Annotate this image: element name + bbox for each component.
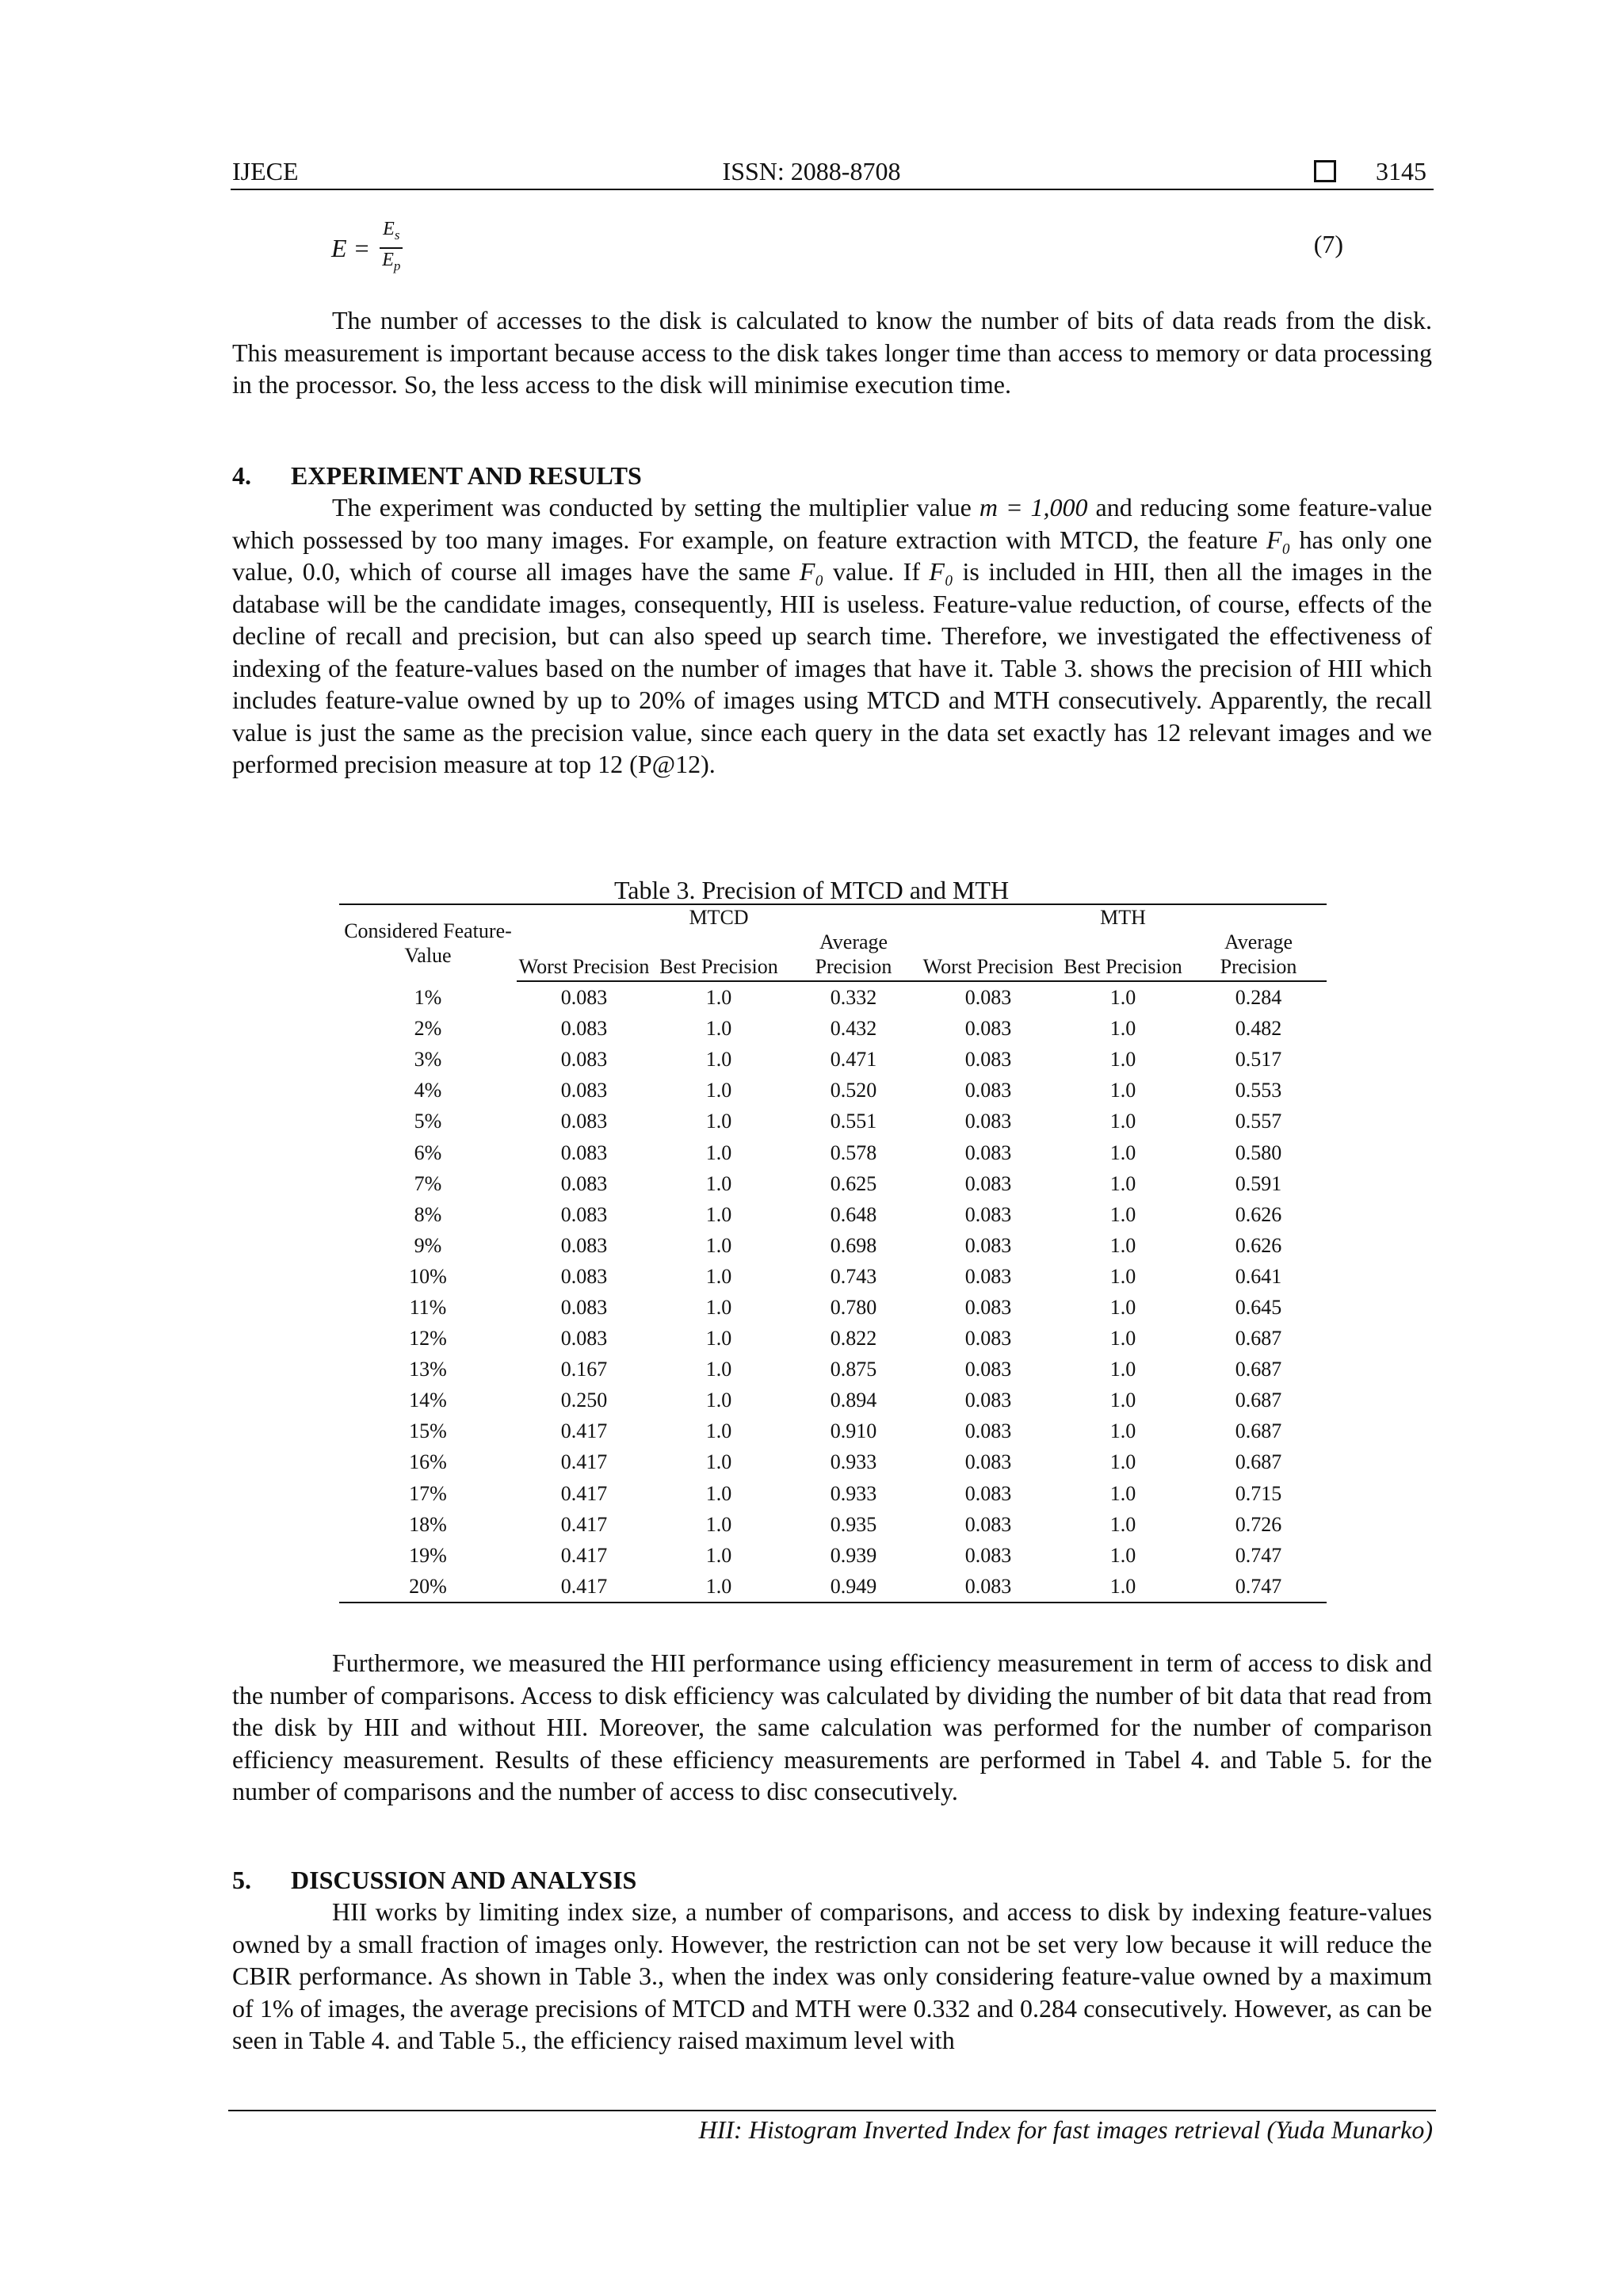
- table-cell: 10%: [409, 1264, 447, 1288]
- table-cell: 0.083: [964, 1202, 1012, 1226]
- table-cell: 0.417: [560, 1481, 608, 1505]
- table-cell: 1.0: [1109, 1450, 1136, 1474]
- table-cell: 5%: [414, 1110, 442, 1133]
- table-cell: 0.083: [560, 1048, 608, 1072]
- table-cell: 0.083: [964, 1419, 1012, 1443]
- table-row: [339, 1354, 1327, 1385]
- table-cell: 18%: [409, 1512, 447, 1536]
- table-cell: 1.0: [1109, 1512, 1136, 1536]
- table-cell: 1.0: [1109, 1543, 1136, 1567]
- table-cell: 1.0: [1109, 1264, 1136, 1288]
- text-run: and reducing some feature-value which possessed by too many images. For example, on feature extraction with MTCD, the feature: [232, 493, 1433, 554]
- table-cell: 0.910: [830, 1419, 877, 1443]
- equation-denominator: $E_p$: [382, 250, 401, 273]
- table-cell: 1.0: [1109, 1202, 1136, 1226]
- paragraph-efficiency: Furthermore, we measured the HII performance using efficiency measurement in term of access to disk and the number of comparisons. Access to disk efficiency was calculated by dividing the number of bit data that read from the disk by HII and without HII. Moreover, the same calculation was performed for the number of comparison efficiency measurement. Results of these efficiency measurements are performed in Tabel 4. and Table 5. for the number of comparisons and the number of access to disc consecutively.: [232, 1648, 1432, 1805]
- table-cell: 1.0: [705, 1079, 732, 1102]
- table-cell: 1.0: [705, 1327, 732, 1350]
- table-row: [339, 1323, 1327, 1354]
- header-mtcd-best: Best Precision: [651, 930, 786, 981]
- page-number-block: [1314, 155, 1426, 187]
- section-4-heading: [232, 460, 642, 491]
- table-cell: 0.645: [1235, 1295, 1282, 1319]
- header-spacer: [786, 904, 921, 930]
- table-cell: 0.083: [964, 1171, 1012, 1195]
- table-cell: 20%: [339, 1571, 517, 1603]
- table-cell: 8%: [414, 1202, 442, 1226]
- table-row: [339, 1013, 1327, 1044]
- table-cell: 0.417: [517, 1571, 651, 1603]
- table-row: [339, 1571, 1327, 1603]
- table-row: [339, 1540, 1327, 1571]
- math-m: m = 1,000: [979, 493, 1088, 521]
- table-cell: 1.0: [705, 1264, 732, 1288]
- issn: ISSN: 2088-8708: [722, 157, 901, 185]
- table-cell: 0.083: [560, 1079, 608, 1102]
- table-cell: 0.332: [830, 986, 877, 1010]
- table-row: [339, 1199, 1327, 1230]
- table-cell: 0.780: [830, 1295, 877, 1319]
- section-number: 5.: [232, 1866, 251, 1894]
- table-cell: 19%: [409, 1543, 447, 1567]
- table-cell: 1.0: [705, 1171, 732, 1195]
- section-5-heading: [232, 1864, 636, 1896]
- table-cell: 1.0: [705, 1450, 732, 1474]
- table-cell: 1.0: [705, 1481, 732, 1505]
- table-cell: 1.0: [1109, 1481, 1136, 1505]
- table-cell: 17%: [409, 1481, 447, 1505]
- table-cell: 0.822: [830, 1327, 877, 1350]
- table-cell: 0.432: [830, 1017, 877, 1041]
- table-cell: 1%: [414, 985, 442, 1009]
- table-cell: 0.471: [830, 1048, 877, 1072]
- table-cell: 1.0: [1109, 1171, 1136, 1195]
- table-cell: 0.933: [830, 1450, 877, 1474]
- table-cell: 0.417: [560, 1512, 608, 1536]
- table-cell: 0.743: [830, 1264, 877, 1288]
- table-cell: 0.284: [1235, 986, 1282, 1010]
- table-cell: 1.0: [705, 1512, 732, 1536]
- table-row: [339, 1044, 1327, 1075]
- table-cell: 0.083: [964, 1295, 1012, 1319]
- table-cell: 1.0: [705, 1048, 732, 1072]
- table-cell: 1.0: [1109, 1419, 1136, 1443]
- table-cell: 1.0: [1109, 1233, 1136, 1257]
- header-spacer: [921, 904, 1056, 930]
- header-spacer: [517, 904, 651, 930]
- header-mtcd-worst: Worst Precision: [517, 930, 651, 981]
- table-cell: 0.517: [1235, 1048, 1282, 1072]
- paragraph-discussion: HII works by limiting index size, a number of comparisons, and access to disk by indexing feature-values owned by a small fraction of images only. However, the restriction can not be set very low because it will reduce the CBIR performance. As shown in Table 3., when the index was only considering feature-value owned by a maximum of 1% of images, the average precisions of MTCD and MTH were 0.332 and 0.284 consecutively. However, as can be seen in Table 4. and Table 5., the efficiency raised maximum level with: [232, 1897, 1432, 2054]
- table-cell: 0.083: [964, 1017, 1012, 1041]
- table-cell: 0.083: [964, 1543, 1012, 1567]
- table-3: [339, 904, 1327, 1603]
- table-cell: 1.0: [1109, 1048, 1136, 1072]
- table-cell: 1.0: [1109, 1079, 1136, 1102]
- table-cell: 0.894: [830, 1389, 877, 1412]
- text-run: has only one value, 0.0, which of course all images have the same: [232, 525, 1433, 586]
- table-cell: 0.083: [964, 1358, 1012, 1381]
- table-cell: 0.626: [1235, 1202, 1282, 1226]
- table-cell: 0.520: [830, 1079, 877, 1102]
- header-mth-average: Average Precision: [1190, 930, 1327, 981]
- equation-7: [331, 220, 403, 276]
- text-run: value. If: [823, 557, 930, 586]
- table-cell: 0.083: [560, 1202, 608, 1226]
- header-mth-worst: Worst Precision: [921, 930, 1056, 981]
- header-group-mtcd: MTCD: [651, 904, 786, 930]
- table-cell: 0.557: [1235, 1110, 1282, 1133]
- table-cell: 1.0: [705, 1110, 732, 1133]
- math-f0: F₀: [929, 557, 954, 586]
- header-mtcd-average: Average Precision: [786, 930, 921, 981]
- table-caption: Table 3. Precision of MTCD and MTH: [613, 876, 1010, 904]
- table-cell: 0.641: [1235, 1264, 1282, 1288]
- table-cell: 0.083: [560, 1110, 608, 1133]
- table-row: [339, 1415, 1327, 1446]
- page-number: 3145: [1376, 157, 1426, 185]
- table-cell: 1.0: [705, 1543, 732, 1567]
- section-title: EXPERIMENT AND RESULTS: [291, 461, 642, 490]
- square-bullet-icon: [1314, 160, 1336, 182]
- table-cell: 0.083: [560, 1295, 608, 1319]
- table-row: [339, 1509, 1327, 1540]
- table-row: [339, 1261, 1327, 1292]
- table-row: [339, 1446, 1327, 1477]
- table-cell: 1.0: [705, 1295, 732, 1319]
- table-cell: 1.0: [705, 1233, 732, 1257]
- table-row: [339, 1137, 1327, 1167]
- section-number: 4.: [232, 461, 251, 490]
- table-cell: 0.747: [1190, 1571, 1327, 1603]
- table-cell: 0.083: [964, 1048, 1012, 1072]
- text-run: is included in HII, then all the images in the database will be the candidate images, consequently, HII is useless. Feature-value reduction, of course, effects of the decline of recall and precision, but can also speed up search time. Therefore, we investigated the effectiveness of indexing of the feature-values based on the number of images that have it. Table 3. shows the precision of HII which includes feature-value owned by up to 20% of images using MTCD and MTH consecutively. Apparently, the recall value is just the same as the precision value, since each query in the data set exactly has 12 relevant images and we performed precision measure at top 12 (P@12).: [232, 557, 1433, 778]
- table-cell: 0.083: [560, 1327, 608, 1350]
- table-cell: 0.578: [830, 1140, 877, 1164]
- table-cell: 1.0: [1109, 1017, 1136, 1041]
- table-cell: 1.0: [705, 1140, 732, 1164]
- header-spacer: [1190, 904, 1327, 930]
- table-cell: 0.083: [964, 1233, 1012, 1257]
- table-cell: 0.083: [964, 1450, 1012, 1474]
- precision-table: [339, 904, 1327, 1603]
- table-cell: 1.0: [705, 1017, 732, 1041]
- table-cell: 2%: [414, 1017, 442, 1041]
- table-cell: 0.715: [1235, 1481, 1282, 1505]
- table-cell: 0.551: [830, 1110, 877, 1133]
- table-cell: 1.0: [1109, 986, 1136, 1010]
- table-cell: 1.0: [651, 1571, 786, 1603]
- table-cell: 4%: [414, 1079, 442, 1102]
- header-group-mth: MTH: [1056, 904, 1190, 930]
- table-cell: 0.083: [964, 1481, 1012, 1505]
- table-cell: 0.083: [560, 1017, 608, 1041]
- table-cell: 1.0: [1109, 1110, 1136, 1133]
- table-cell: 0.083: [964, 1264, 1012, 1288]
- table-cell: 1.0: [705, 986, 732, 1010]
- table-cell: 0.083: [560, 1140, 608, 1164]
- table-cell: 1.0: [1109, 1389, 1136, 1412]
- table-row: [339, 1292, 1327, 1323]
- paragraph-disk-access: The number of accesses to the disk is calculated to know the number of bits of data reads from the disk. This measurement is important because access to the disk takes longer time than access to memory or data processing in the processor. So, the less access to the disk will minimise execution time.: [232, 306, 1432, 399]
- math-f0: F₀: [1266, 525, 1291, 554]
- table-cell: 14%: [409, 1389, 447, 1412]
- table-cell: 12%: [409, 1327, 447, 1350]
- journal-name: IJECE: [232, 157, 299, 185]
- table-cell: 1.0: [1109, 1327, 1136, 1350]
- equation-numerator: $E_s$: [380, 219, 403, 249]
- table-cell: 1.0: [705, 1389, 732, 1412]
- table-cell: 0.083: [560, 1171, 608, 1195]
- table-cell: 0.687: [1235, 1450, 1282, 1474]
- table-cell: 0.687: [1235, 1389, 1282, 1412]
- table-cell: 0.687: [1235, 1327, 1282, 1350]
- table-cell: 0.482: [1235, 1017, 1282, 1041]
- table-row: [339, 981, 1327, 1013]
- table-row: [339, 1478, 1327, 1509]
- table-row: [339, 1106, 1327, 1137]
- table-cell: 16%: [409, 1450, 447, 1474]
- table-cell: 0.933: [830, 1481, 877, 1505]
- header-rule: [231, 189, 1434, 190]
- table-cell: 13%: [409, 1358, 447, 1381]
- table-cell: 0.591: [1235, 1171, 1282, 1195]
- table-cell: 0.250: [560, 1389, 608, 1412]
- table-cell: 0.687: [1235, 1419, 1282, 1443]
- table-cell: 1.0: [1056, 1571, 1190, 1603]
- table-cell: 0.167: [560, 1358, 608, 1381]
- table-cell: 0.083: [560, 1233, 608, 1257]
- running-footer: HII: Histogram Inverted Index for fast images retrieval (Yuda Munarko): [698, 2115, 1433, 2144]
- table-cell: 0.726: [1235, 1512, 1282, 1536]
- table-cell: 0.083: [560, 1264, 608, 1288]
- table-cell: 0.747: [1235, 1543, 1282, 1567]
- table-cell: 0.417: [560, 1419, 608, 1443]
- table-row: [339, 1075, 1327, 1106]
- table-cell: 0.949: [786, 1571, 921, 1603]
- table-cell: 0.935: [830, 1512, 877, 1536]
- paragraph-experiment: [232, 491, 1432, 781]
- footer-rule: [228, 2110, 1436, 2111]
- table-cell: 0.083: [964, 1327, 1012, 1350]
- table-cell: 0.083: [964, 1079, 1012, 1102]
- table-cell: 0.083: [964, 1140, 1012, 1164]
- table-cell: 0.875: [830, 1358, 877, 1381]
- table-cell: 0.083: [964, 1110, 1012, 1133]
- table-cell: 15%: [409, 1419, 447, 1443]
- table-cell: 0.580: [1235, 1140, 1282, 1164]
- table-cell: 1.0: [1109, 1140, 1136, 1164]
- table-body: [339, 981, 1327, 1603]
- equation-number: (7): [1313, 230, 1343, 258]
- table-cell: 0.625: [830, 1171, 877, 1195]
- header-mth-best: Best Precision: [1056, 930, 1190, 981]
- table-cell: 1.0: [705, 1202, 732, 1226]
- table-cell: 0.626: [1235, 1233, 1282, 1257]
- table-row: [339, 1230, 1327, 1261]
- table-cell: 11%: [409, 1295, 447, 1319]
- table-cell: 0.083: [560, 986, 608, 1010]
- equation-fraction: [380, 219, 403, 277]
- table-cell: 0.698: [830, 1233, 877, 1257]
- table-cell: 0.083: [964, 1389, 1012, 1412]
- table-cell: 0.083: [964, 986, 1012, 1010]
- table-cell: 1.0: [705, 1358, 732, 1381]
- table-cell: 1.0: [705, 1419, 732, 1443]
- table-cell: 0.417: [560, 1543, 608, 1567]
- section-title: DISCUSSION AND ANALYSIS: [291, 1866, 637, 1894]
- table-cell: 3%: [414, 1048, 442, 1072]
- text-run: The experiment was conducted by setting the multiplier value: [332, 493, 980, 521]
- table-cell: 0.083: [921, 1571, 1056, 1603]
- table-cell: 0.417: [560, 1450, 608, 1474]
- equation-lhs: E =: [331, 233, 371, 262]
- table-row: [339, 1385, 1327, 1415]
- table-cell: 6%: [414, 1140, 442, 1164]
- table-cell: 0.553: [1235, 1079, 1282, 1102]
- table-cell: 1.0: [1109, 1358, 1136, 1381]
- table-cell: 0.939: [830, 1543, 877, 1567]
- table-row: [339, 1168, 1327, 1199]
- table-cell: 7%: [414, 1171, 442, 1195]
- table-cell: 0.648: [830, 1202, 877, 1226]
- math-f0: F₀: [799, 557, 824, 586]
- table-cell: 0.687: [1235, 1358, 1282, 1381]
- table-cell: 9%: [414, 1233, 442, 1257]
- table-cell: 0.083: [964, 1512, 1012, 1536]
- header-considered: Considered Feature-Value: [339, 904, 517, 981]
- table-cell: 1.0: [1109, 1295, 1136, 1319]
